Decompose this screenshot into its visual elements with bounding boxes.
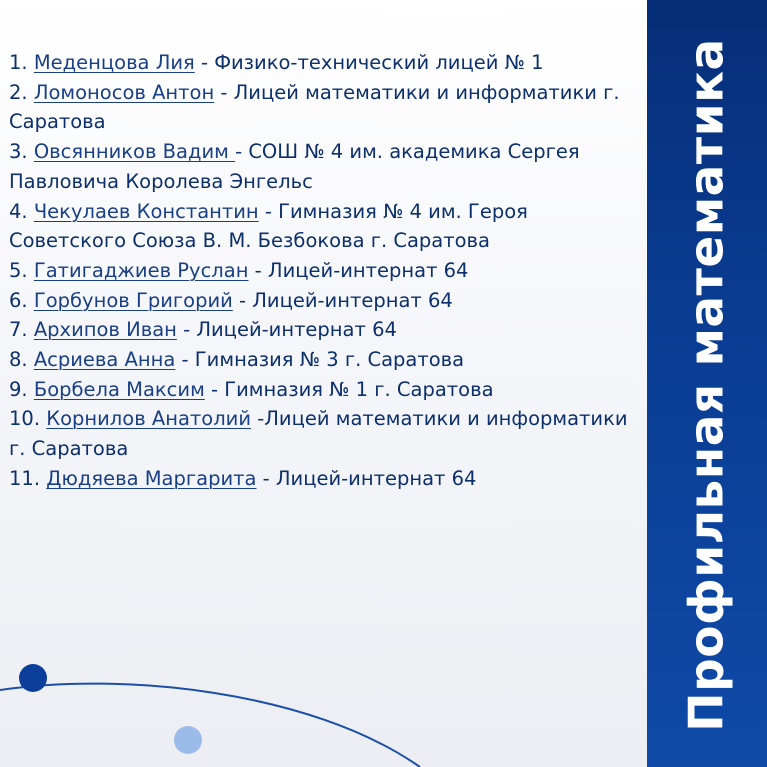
item-school: - Лицей-интернат 64 [176, 318, 397, 342]
item-number: 11. [9, 466, 41, 490]
person-link[interactable]: Корнилов Анатолий [46, 407, 252, 431]
list-item [9, 315, 639, 345]
list-item [9, 404, 639, 463]
side-title: Профильная математика [679, 38, 735, 732]
list-item [9, 197, 639, 256]
list-item [9, 48, 639, 78]
list-item [9, 464, 639, 494]
person-link[interactable]: Архипов Иван [33, 318, 177, 342]
item-number: 8. [9, 348, 28, 372]
light-dot-icon [174, 726, 202, 754]
person-link[interactable]: Ломоносов Антон [33, 80, 215, 104]
item-number: 6. [9, 288, 28, 312]
item-number: 10. [9, 407, 41, 431]
person-link[interactable]: Гатигаджиев Руслан [33, 258, 249, 282]
item-school: - Физико-технический лицей № 1 [194, 51, 544, 74]
item-number: 1. [9, 51, 28, 74]
list-item [9, 137, 639, 196]
item-school: - Лицей-интернат 64 [248, 258, 469, 282]
list-item [9, 375, 639, 405]
item-number: 7. [9, 318, 28, 342]
item-school: - Гимназия № 1 г. Саратова [204, 377, 494, 401]
item-number: 5. [9, 258, 28, 282]
list-item [9, 256, 639, 286]
person-link[interactable]: Горбунов Григорий [33, 288, 233, 312]
item-number: 4. [9, 199, 28, 223]
list-item [9, 345, 639, 375]
item-school: - Лицей математики и информатики г. Саратова [9, 80, 620, 134]
item-school: - Лицей-интернат 64 [256, 466, 477, 490]
item-number: 9. [9, 377, 28, 401]
item-number: 2. [9, 80, 28, 104]
person-link[interactable]: Меденцова Лия [33, 51, 195, 74]
dark-dot-icon [19, 664, 47, 692]
item-school: - Лицей-интернат 64 [232, 288, 453, 312]
winners-list [9, 48, 639, 494]
orbit-arc-icon [0, 684, 420, 767]
item-school: -Лицей математики и информатики г. Саратова [9, 407, 628, 461]
list-item [9, 78, 639, 137]
person-link[interactable]: Асриева Анна [33, 348, 176, 372]
item-school: - СОШ № 4 им. академика Сергея Павловича Королева Энгельс [9, 140, 580, 193]
person-link[interactable]: Дюдяева Маргарита [46, 466, 257, 490]
side-banner [647, 0, 767, 767]
person-link[interactable]: Овсянников Вадим [33, 140, 236, 164]
person-link[interactable]: Борбела Максим [33, 377, 205, 401]
item-number: 3. [9, 140, 28, 164]
list-item [9, 286, 639, 316]
item-school: - Гимназия № 4 им. Героя Советского Союза В. М. Безбокова г. Саратова [9, 199, 528, 253]
item-school: - Гимназия № 3 г. Саратова [175, 348, 465, 372]
person-link[interactable]: Чекулаев Константин [33, 199, 259, 223]
